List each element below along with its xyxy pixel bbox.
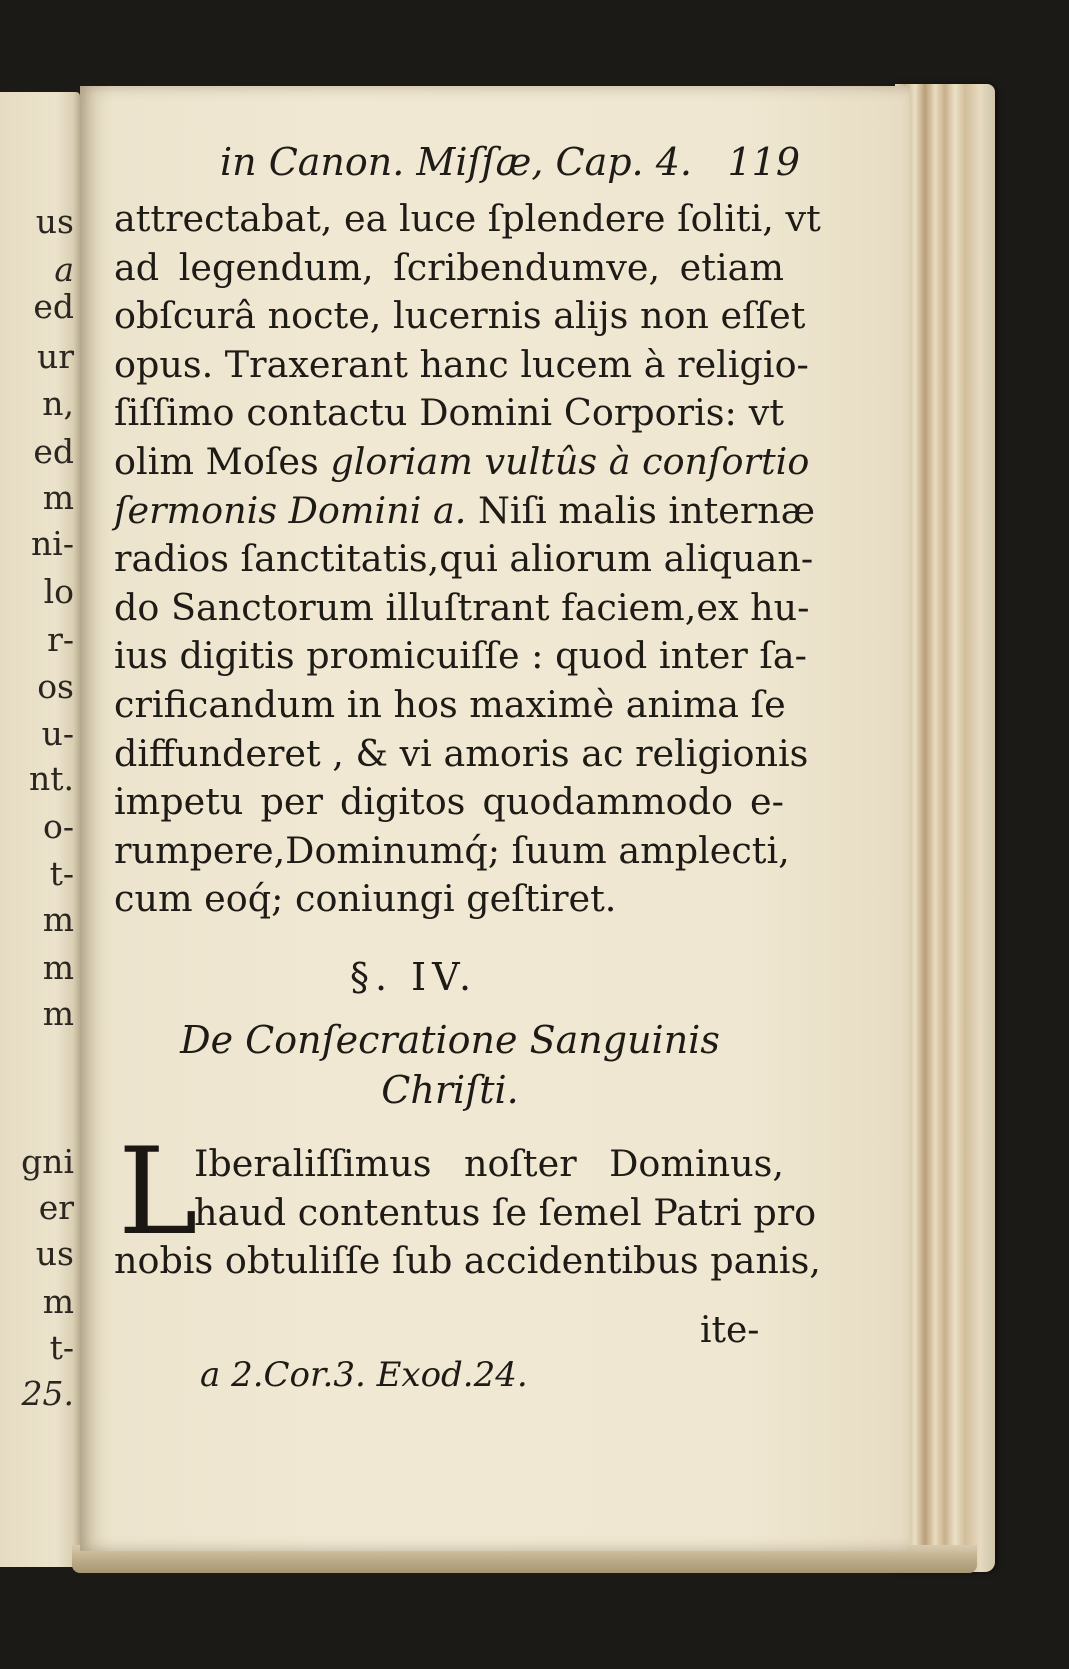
left-fragment: ed xyxy=(33,287,74,326)
page-stack-edges xyxy=(895,84,995,1572)
running-title: in Canon. Miſſæ, Cap. 4. xyxy=(220,140,692,184)
left-fragment: lo xyxy=(43,572,74,611)
subtitle-line: De Conſecratione Sanguinis xyxy=(180,1018,720,1062)
text-line: attrectabat, ea luce ſplendere ſoliti, vt xyxy=(114,197,821,240)
text-line: Iberaliſſimus noſter Dominus, xyxy=(194,1142,784,1185)
section-number: §. IV. xyxy=(350,955,478,999)
left-fragment: er xyxy=(38,1188,74,1227)
left-fragment: us xyxy=(35,1234,74,1273)
left-fragment: r- xyxy=(47,620,74,659)
text-segment: Niſi malis internæ xyxy=(477,488,816,532)
left-fragment: ni- xyxy=(31,524,74,563)
left-fragment: os xyxy=(37,667,74,706)
subtitle-line: Chriſti. xyxy=(381,1068,519,1112)
text-line: ius digitis promicuiſſe : quod inter ſa- xyxy=(114,634,808,678)
drop-cap: L xyxy=(118,1123,198,1262)
footnote: a 2.Cor.3. Exod.24. xyxy=(200,1355,528,1395)
left-fragment: ed xyxy=(33,432,74,471)
left-fragment: m xyxy=(42,994,74,1033)
text-line: opus. Traxerant hanc lucem à religio- xyxy=(114,342,809,386)
text-segment: olim Moſes xyxy=(114,439,319,483)
left-fragment: nt. xyxy=(28,759,74,798)
left-fragment: m xyxy=(42,900,74,939)
paragraph-1 xyxy=(114,195,821,924)
text-line xyxy=(114,438,810,487)
left-fragment: t- xyxy=(49,1328,74,1367)
left-fragment: a xyxy=(54,250,74,289)
text-line: rumpere,Dominumq́; ſuum amplecti, xyxy=(114,828,790,872)
text-line: radios ſanctitatis,qui aliorum aliquan- xyxy=(114,537,814,581)
text-line xyxy=(114,487,816,536)
text-line: do Sanctorum illuſtrant faciem,ex hu- xyxy=(114,585,810,629)
catchword: ite- xyxy=(700,1310,760,1351)
italic-quotation: ſermonis Domini a. xyxy=(114,488,467,532)
left-fragment: u- xyxy=(41,714,74,753)
left-fragment: 25. xyxy=(21,1374,74,1413)
left-fragment: o- xyxy=(42,807,74,846)
text-line: diffunderet , & vi amoris ac religionis xyxy=(114,731,809,775)
running-header xyxy=(220,140,800,190)
left-fragment: gni xyxy=(21,1142,74,1181)
text-line: cum eoq́; coniungi geſtiret. xyxy=(114,877,617,921)
left-fragment: t- xyxy=(49,854,74,893)
text-line: ſiſſimo contactu Domini Corporis: vt xyxy=(114,391,784,435)
left-fragment: m xyxy=(42,948,74,987)
paragraph-2 xyxy=(114,1123,821,1286)
text-line: impetu per digitos quodammodo e- xyxy=(114,780,784,824)
italic-quotation: gloriam vultûs à conſortio xyxy=(330,439,810,483)
text-line: haud contentus ſe ſemel Patri pro xyxy=(194,1190,817,1234)
left-fragment: n, xyxy=(42,384,74,423)
page-number: 119 xyxy=(727,140,800,184)
text-line: ad legendum, ſcribendumve, etiam xyxy=(114,245,784,289)
previous-page-edge xyxy=(0,92,80,1567)
left-fragment: m xyxy=(42,1282,74,1321)
section-subtitle xyxy=(180,1015,720,1115)
text-line: obſcurâ nocte, lucernis alijs non eſſet xyxy=(114,294,806,338)
left-fragment: m xyxy=(42,478,74,517)
left-fragment: ur xyxy=(36,337,74,376)
text-line: nobis obtuliſſe ſub accidentibus panis, xyxy=(114,1239,821,1283)
text-line: crificandum in hos maximè anima ſe xyxy=(114,682,786,726)
left-fragment: us xyxy=(35,202,74,241)
